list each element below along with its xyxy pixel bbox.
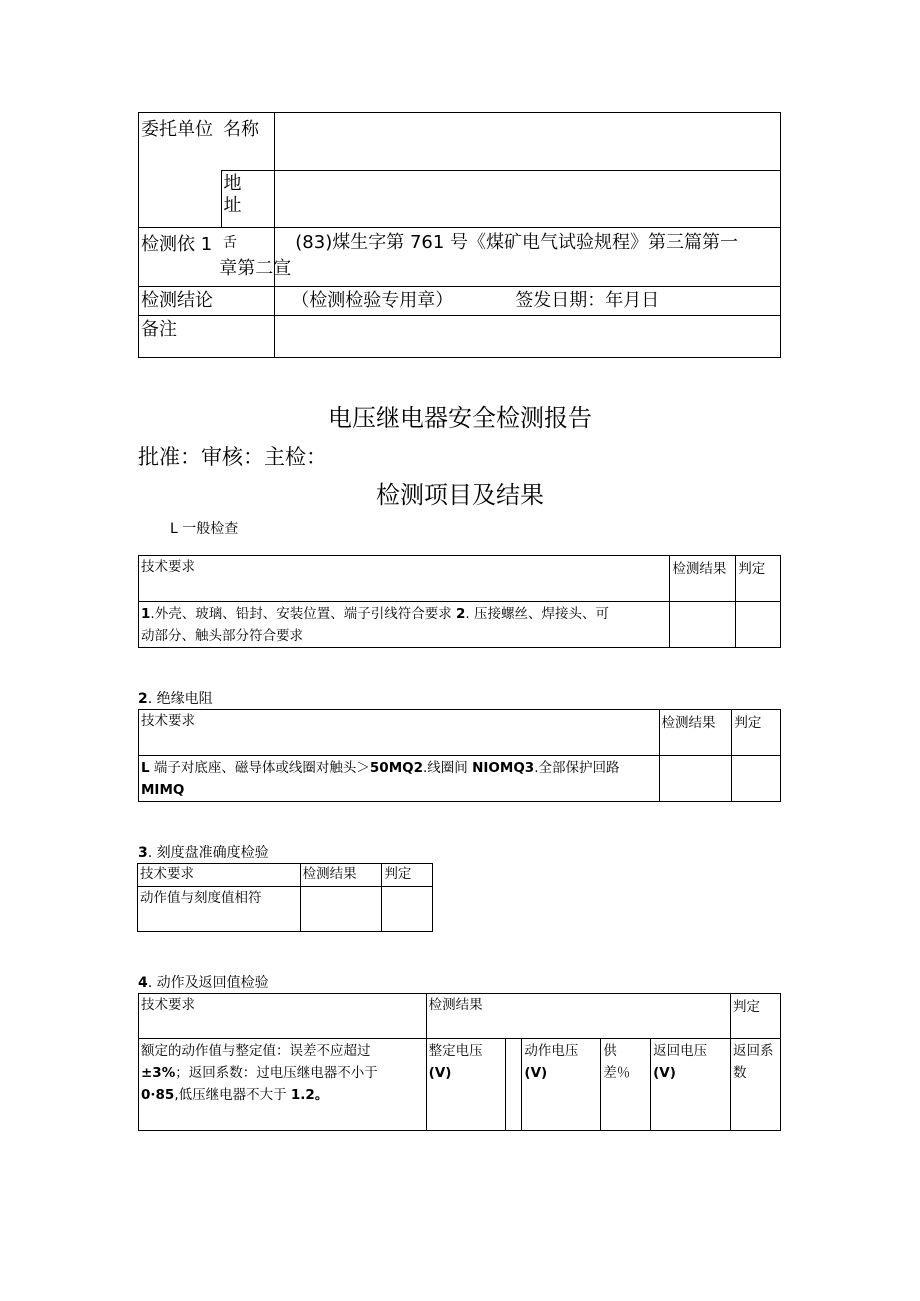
report-title: 电压继电器安全检测报告 bbox=[328, 404, 592, 432]
s4-req-end: 。 bbox=[314, 1087, 329, 1103]
s1-req-num2: 2 bbox=[456, 606, 466, 622]
s4-req-line3-text: ,低压继电器不大于 bbox=[174, 1087, 291, 1103]
s1-requirement-cell bbox=[139, 602, 670, 648]
s2-req-a: L bbox=[141, 760, 150, 776]
s3-judgement-cell[interactable] bbox=[382, 887, 433, 932]
s4-heading-num: 4 bbox=[138, 975, 148, 991]
s4-return-voltage: 返回电压 bbox=[653, 1043, 708, 1059]
address-label-2: 址 bbox=[223, 195, 242, 216]
s2-col-judgement: 判定 bbox=[732, 710, 781, 756]
s4-error-2: 差％ bbox=[603, 1065, 631, 1081]
section1-heading-text: L 一般检查 bbox=[170, 521, 239, 537]
section2-heading bbox=[138, 689, 213, 709]
s4-req-line2 bbox=[141, 1062, 424, 1084]
s3-heading-text: . 刻度盘准确度检验 bbox=[147, 845, 269, 861]
s4-action-unit: (V) bbox=[524, 1065, 548, 1081]
s4-return-coef-2: 数 bbox=[732, 1065, 747, 1081]
s3-result-cell[interactable] bbox=[300, 887, 382, 932]
s4-req-line2-text: ；返回系数：过电压继电器不小于 bbox=[175, 1065, 378, 1081]
s1-req-text1: .外壳、玻璃、铅封、安装位置、端子引线符合要求 bbox=[150, 606, 456, 622]
client-info-table bbox=[138, 112, 781, 358]
s1-judgement-cell[interactable] bbox=[736, 602, 781, 648]
s4-req-coef-high: 0·85 bbox=[141, 1087, 175, 1103]
section4-heading bbox=[138, 973, 269, 993]
seal-text: （检测检验专用章） bbox=[291, 290, 454, 311]
s2-result-cell[interactable] bbox=[659, 756, 732, 802]
s4-setting-voltage-cell bbox=[426, 1039, 505, 1131]
s4-action-voltage: 动作电压 bbox=[524, 1043, 579, 1059]
s1-col-judgement: 判定 bbox=[736, 556, 781, 602]
basis-label-2: 舌 bbox=[223, 235, 238, 251]
name-label: 名称 bbox=[223, 119, 260, 140]
s4-req-tolerance: ±3% bbox=[141, 1065, 176, 1081]
section1-table bbox=[138, 555, 781, 648]
s1-result-cell[interactable] bbox=[670, 602, 736, 648]
basis-value-line1: (83)煤生字第 761 号《煤矿电气试验规程》第三篇第一 bbox=[295, 232, 739, 253]
s3-col-result: 检测结果 bbox=[300, 864, 382, 887]
s3-col-judgement: 判定 bbox=[382, 864, 433, 887]
remarks-label: 备注 bbox=[141, 319, 177, 340]
s1-col-requirement: 技术要求 bbox=[139, 556, 670, 602]
s1-req-line1 bbox=[141, 602, 667, 625]
s4-col-requirement: 技术要求 bbox=[139, 994, 427, 1039]
s4-req-line1: 额定的动作值与整定值：误差不应超过 bbox=[141, 1043, 371, 1059]
client-label-cell bbox=[139, 113, 222, 228]
section3-heading bbox=[138, 843, 269, 863]
address-label-cell bbox=[221, 171, 275, 228]
s4-return-coef-1: 返回系 bbox=[732, 1043, 774, 1059]
s3-col-requirement: 技术要求 bbox=[138, 864, 301, 887]
s4-return-voltage-cell bbox=[651, 1039, 731, 1131]
section3-table bbox=[137, 863, 433, 932]
s4-error-cell bbox=[601, 1039, 651, 1131]
s1-req-text2: . 压接螺丝、焊接头、可 bbox=[465, 606, 609, 622]
s2-req-f: .全部保护回路 bbox=[534, 760, 620, 776]
s2-heading-num: 2 bbox=[138, 691, 148, 707]
conclusion-value-cell bbox=[275, 287, 781, 316]
basis-label: 检测依 1 bbox=[141, 234, 213, 255]
s4-req-line3 bbox=[141, 1084, 424, 1106]
s2-req-e: NIOMQ3 bbox=[472, 760, 535, 776]
s4-blank-cell[interactable] bbox=[505, 1039, 522, 1131]
s4-setting-voltage: 整定电压 bbox=[428, 1043, 483, 1059]
section2-table bbox=[138, 709, 781, 802]
s2-requirement-cell bbox=[139, 756, 660, 802]
s3-heading-num: 3 bbox=[138, 845, 148, 861]
s4-action-voltage-cell bbox=[522, 1039, 601, 1131]
s4-req-coef-low: 1.2 bbox=[290, 1087, 315, 1103]
s2-req-b: 端子对底座、磁导体或线圈对触头＞ bbox=[149, 760, 370, 776]
name-label-cell bbox=[221, 113, 275, 171]
s2-col-requirement: 技术要求 bbox=[139, 710, 660, 756]
conclusion-label-cell bbox=[139, 287, 275, 316]
conclusion-label: 检测结论 bbox=[141, 290, 213, 311]
section4-table bbox=[138, 993, 781, 1131]
s2-req-line1 bbox=[141, 756, 657, 779]
basis-label-cell bbox=[139, 228, 222, 287]
s2-req-line2: MIMQ bbox=[141, 782, 185, 798]
results-subtitle: 检测项目及结果 bbox=[376, 481, 544, 509]
s4-setting-unit: (V) bbox=[428, 1065, 452, 1081]
s4-requirement-cell bbox=[139, 1039, 427, 1131]
s4-return-unit: (V) bbox=[653, 1065, 676, 1081]
s4-return-coef-cell bbox=[730, 1039, 780, 1131]
s1-req-num1: 1 bbox=[141, 606, 151, 622]
signature-line: 批准：审核：主检： bbox=[138, 445, 327, 469]
remarks-value-cell[interactable] bbox=[275, 316, 781, 358]
s2-col-result: 检测结果 bbox=[659, 710, 732, 756]
remarks-label-cell bbox=[139, 316, 275, 358]
client-label: 委托单位 bbox=[141, 119, 213, 140]
address-value-cell[interactable] bbox=[275, 171, 781, 228]
basis-value-line2: 章第二宣 bbox=[219, 258, 292, 279]
s3-requirement: 动作值与刻度值相符 bbox=[138, 887, 301, 932]
s4-col-judgement: 判定 bbox=[730, 994, 780, 1039]
s4-error-1: 供 bbox=[603, 1043, 617, 1059]
s1-col-result: 检测结果 bbox=[670, 556, 736, 602]
s2-heading-text: . 绝缘电阻 bbox=[147, 691, 213, 707]
s4-col-result: 检测结果 bbox=[426, 994, 730, 1039]
s2-judgement-cell[interactable] bbox=[732, 756, 781, 802]
section1-heading bbox=[170, 519, 238, 539]
basis-value-cell bbox=[219, 228, 781, 287]
address-label-1: 地 bbox=[223, 173, 242, 194]
s2-req-d: .线圈间 bbox=[423, 760, 473, 776]
s1-req-line2: 动部分、触头部分符合要求 bbox=[141, 628, 303, 644]
issue-date-text: 签发日期：年月日 bbox=[515, 290, 660, 311]
s2-req-c: 50MQ2 bbox=[369, 760, 423, 776]
name-value-cell[interactable] bbox=[275, 113, 781, 171]
s4-heading-text: . 动作及返回值检验 bbox=[147, 975, 269, 991]
